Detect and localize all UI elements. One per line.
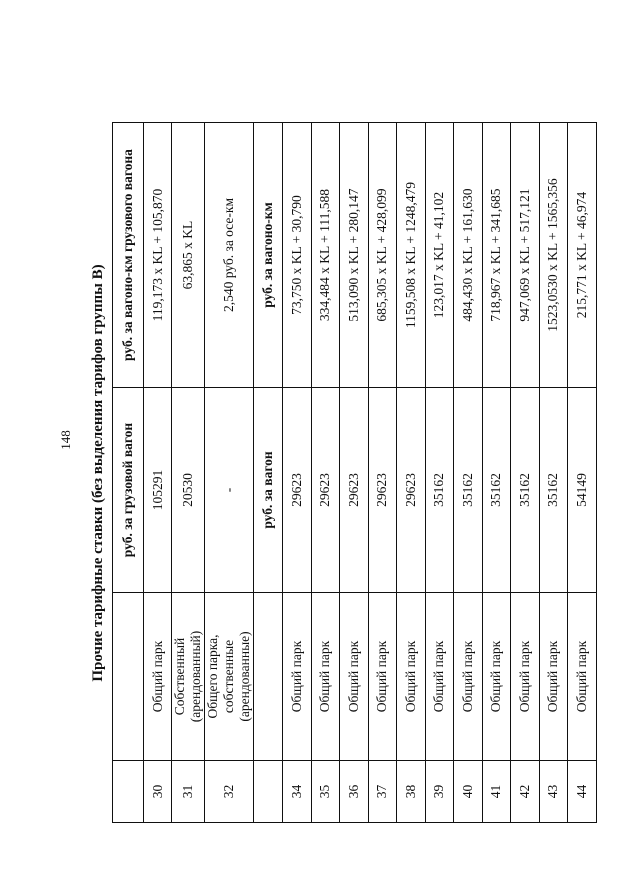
row-rate-wagon: 29623 xyxy=(397,388,426,593)
table-row xyxy=(283,123,312,823)
row-rate-wagon: 54149 xyxy=(568,388,597,593)
row-rate-km: 119,173 x KL + 105,870 xyxy=(144,123,172,388)
table-row xyxy=(205,123,254,823)
row-rate-km: 215,771 x KL + 46,974 xyxy=(568,123,597,388)
header-col3: руб. за вагоно-км грузового вагона xyxy=(113,123,144,388)
row-rate-km: 123,017 x KL + 41,102 xyxy=(425,123,454,388)
row-name: Общий парк xyxy=(144,593,172,761)
table-row xyxy=(144,123,172,823)
table-row xyxy=(172,123,205,823)
row-name: Общий парк xyxy=(368,593,397,761)
row-rate-wagon: 29623 xyxy=(311,388,340,593)
rotated-table-block xyxy=(84,123,589,823)
subheader-col3: руб. за вагоно-км xyxy=(254,123,283,388)
row-rate-wagon: 29623 xyxy=(340,388,369,593)
row-number: 34 xyxy=(283,761,312,823)
table-row xyxy=(511,123,540,823)
row-number: 31 xyxy=(172,761,205,823)
row-rate-wagon: 105291 xyxy=(144,388,172,593)
row-number: 44 xyxy=(568,761,597,823)
row-name: Общий парк xyxy=(482,593,511,761)
row-rate-km: 513,090 x KL + 280,147 xyxy=(340,123,369,388)
row-rate-wagon: 29623 xyxy=(283,388,312,593)
row-rate-km: 685,305 x KL + 428,099 xyxy=(368,123,397,388)
table-row xyxy=(397,123,426,823)
row-rate-km: 2,540 руб. за осе-км xyxy=(205,123,254,388)
row-number: 39 xyxy=(425,761,454,823)
table-row xyxy=(340,123,369,823)
row-name: Собственный (арендованный) xyxy=(172,593,205,761)
header-num xyxy=(113,761,144,823)
row-rate-wagon: 29623 xyxy=(368,388,397,593)
table-row xyxy=(425,123,454,823)
table-row xyxy=(568,123,597,823)
row-rate-wagon: 20530 xyxy=(172,388,205,593)
row-rate-wagon: 35162 xyxy=(482,388,511,593)
row-rate-km: 484,430 x KL + 161,630 xyxy=(454,123,483,388)
table-row xyxy=(539,123,568,823)
header-row xyxy=(113,123,144,823)
row-rate-km: 718,967 x KL + 341,685 xyxy=(482,123,511,388)
row-name: Общего парка, собственные (арендованные) xyxy=(205,593,254,761)
row-number: 30 xyxy=(144,761,172,823)
row-rate-km: 73,750 x KL + 30,790 xyxy=(283,123,312,388)
row-rate-km: 63,865 x KL xyxy=(172,123,205,388)
row-rate-wagon: - xyxy=(205,388,254,593)
row-name: Общий парк xyxy=(283,593,312,761)
tariff-table xyxy=(112,122,597,823)
row-name: Общий парк xyxy=(397,593,426,761)
row-number: 40 xyxy=(454,761,483,823)
row-rate-km: 1159,508 x KL + 1248,479 xyxy=(397,123,426,388)
subheader-name xyxy=(254,593,283,761)
subheader-col2: руб. за вагон xyxy=(254,388,283,593)
row-name: Общий парк xyxy=(539,593,568,761)
row-rate-wagon: 35162 xyxy=(511,388,540,593)
row-name: Общий парк xyxy=(311,593,340,761)
row-rate-km: 947,069 x KL + 517,121 xyxy=(511,123,540,388)
row-name: Общий парк xyxy=(454,593,483,761)
table-row xyxy=(368,123,397,823)
row-number: 38 xyxy=(397,761,426,823)
table-row xyxy=(454,123,483,823)
table-title: Прочие тарифные ставки (без выделения тарифов группы В) xyxy=(90,264,106,682)
page-number: 148 xyxy=(57,430,73,450)
row-name: Общий парк xyxy=(340,593,369,761)
row-number: 43 xyxy=(539,761,568,823)
table-row xyxy=(482,123,511,823)
row-number: 41 xyxy=(482,761,511,823)
row-number: 42 xyxy=(511,761,540,823)
row-number: 37 xyxy=(368,761,397,823)
header-name xyxy=(113,593,144,761)
table-row xyxy=(311,123,340,823)
row-rate-wagon: 35162 xyxy=(539,388,568,593)
row-name: Общий парк xyxy=(511,593,540,761)
row-number: 35 xyxy=(311,761,340,823)
row-name: Общий парк xyxy=(425,593,454,761)
row-number: 32 xyxy=(205,761,254,823)
subheader-num xyxy=(254,761,283,823)
row-name: Общий парк xyxy=(568,593,597,761)
subheader-row xyxy=(254,123,283,823)
row-rate-km: 334,484 x KL + 111,588 xyxy=(311,123,340,388)
row-number: 36 xyxy=(340,761,369,823)
row-rate-wagon: 35162 xyxy=(454,388,483,593)
header-col2: руб. за грузовой вагон xyxy=(113,388,144,593)
row-rate-km: 1523,0530 x KL + 1565,356 xyxy=(539,123,568,388)
row-rate-wagon: 35162 xyxy=(425,388,454,593)
